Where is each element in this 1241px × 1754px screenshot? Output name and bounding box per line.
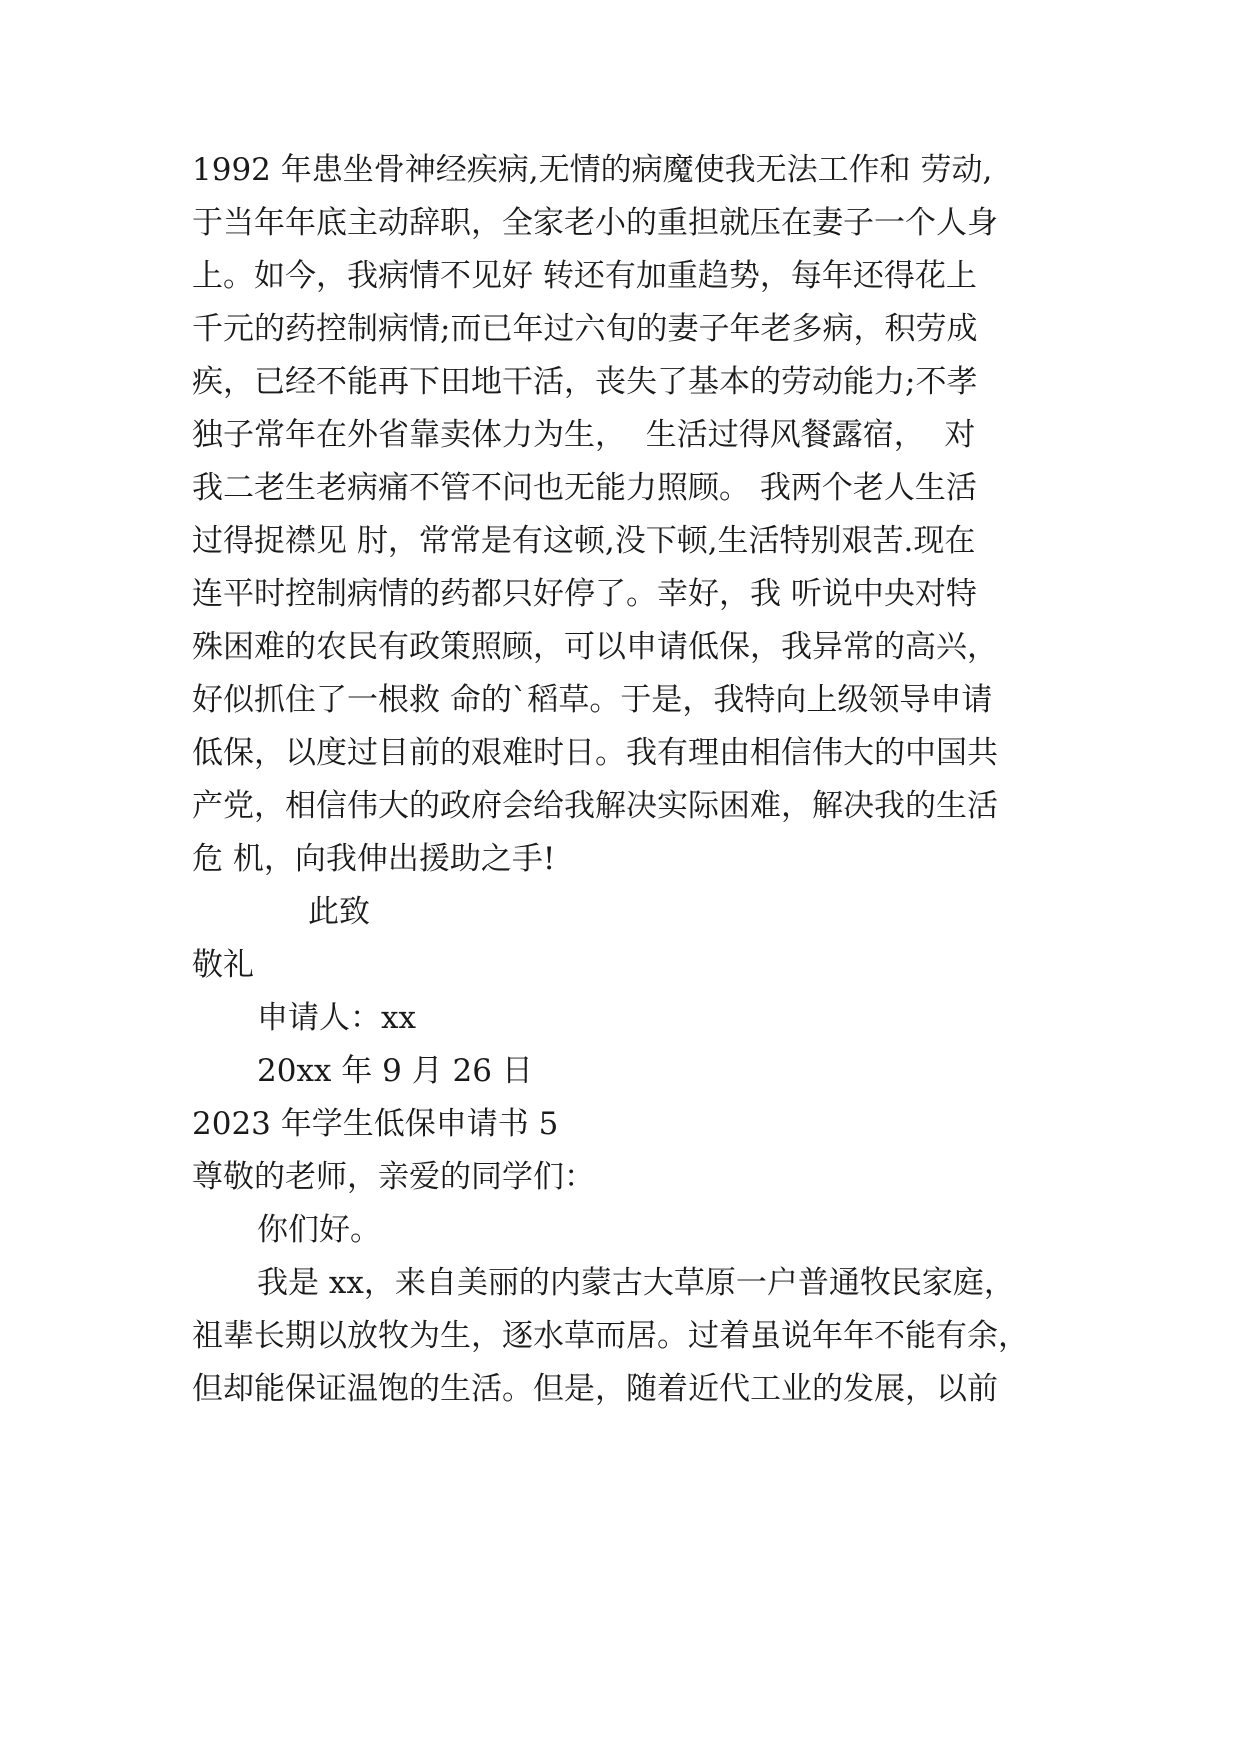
paragraph-line: 连平时控制病情的药都只好停了。幸好，我 听说中央对特	[192, 576, 977, 612]
paragraph-line: 千元的药控制病情;而已年过六旬的妻子年老多病，积劳成	[192, 311, 978, 347]
applicant-line: 申请人：xx	[257, 1000, 416, 1036]
greeting: 你们好。	[257, 1212, 381, 1248]
paragraph-line: 独子常年在外省靠卖体力为生， 生活过得风餐露宿， 对	[192, 417, 976, 453]
date-line: 20xx 年 9 月 26 日	[257, 1053, 533, 1089]
section-title: 2023 年学生低保申请书 5	[192, 1106, 559, 1142]
paragraph-line: 好似抓住了一根救 命的`稻草。于是，我特向上级领导申请	[192, 682, 993, 718]
paragraph-line: 祖辈长期以放牧为生，逐水草而居。过着虽说年年不能有余，	[192, 1318, 1029, 1354]
paragraph-line: 上。如今，我病情不见好 转还有加重趋势，每年还得花上	[192, 258, 977, 294]
paragraph-line: 于当年年底主动辞职，全家老小的重担就压在妻子一个人身	[192, 205, 998, 241]
paragraph-line: 我是 xx，来自美丽的内蒙古大草原一户普通牧民家庭，	[257, 1265, 1015, 1301]
paragraph-line: 过得捉襟见 肘，常常是有这顿,没下顿,生活特别艰苦.现在	[192, 523, 976, 559]
paragraph-line: 危 机，向我伸出援助之手!	[192, 841, 556, 877]
closing-jingli: 敬礼	[192, 947, 254, 983]
paragraph-line: 产党，相信伟大的政府会给我解决实际困难，解决我的生活	[192, 788, 998, 824]
closing-cizhi: 此致	[308, 894, 370, 930]
paragraph-line: 我二老生老病痛不管不问也无能力照顾。 我两个老人生活	[192, 470, 977, 506]
paragraph-line: 疾，已经不能再下田地干活，丧失了基本的劳动能力;不孝	[192, 364, 978, 400]
salutation: 尊敬的老师，亲爱的同学们：	[192, 1159, 595, 1195]
paragraph-line: 低保，以度过目前的艰难时日。我有理由相信伟大的中国共	[192, 735, 998, 771]
paragraph-line: 但却能保证温饱的生活。但是，随着近代工业的发展，以前	[192, 1371, 998, 1407]
paragraph-line: 殊困难的农民有政策照顾，可以申请低保，我异常的高兴，	[192, 629, 998, 665]
paragraph-line: 1992 年患坐骨神经疾病,无情的病魔使我无法工作和 劳动,	[192, 152, 993, 188]
